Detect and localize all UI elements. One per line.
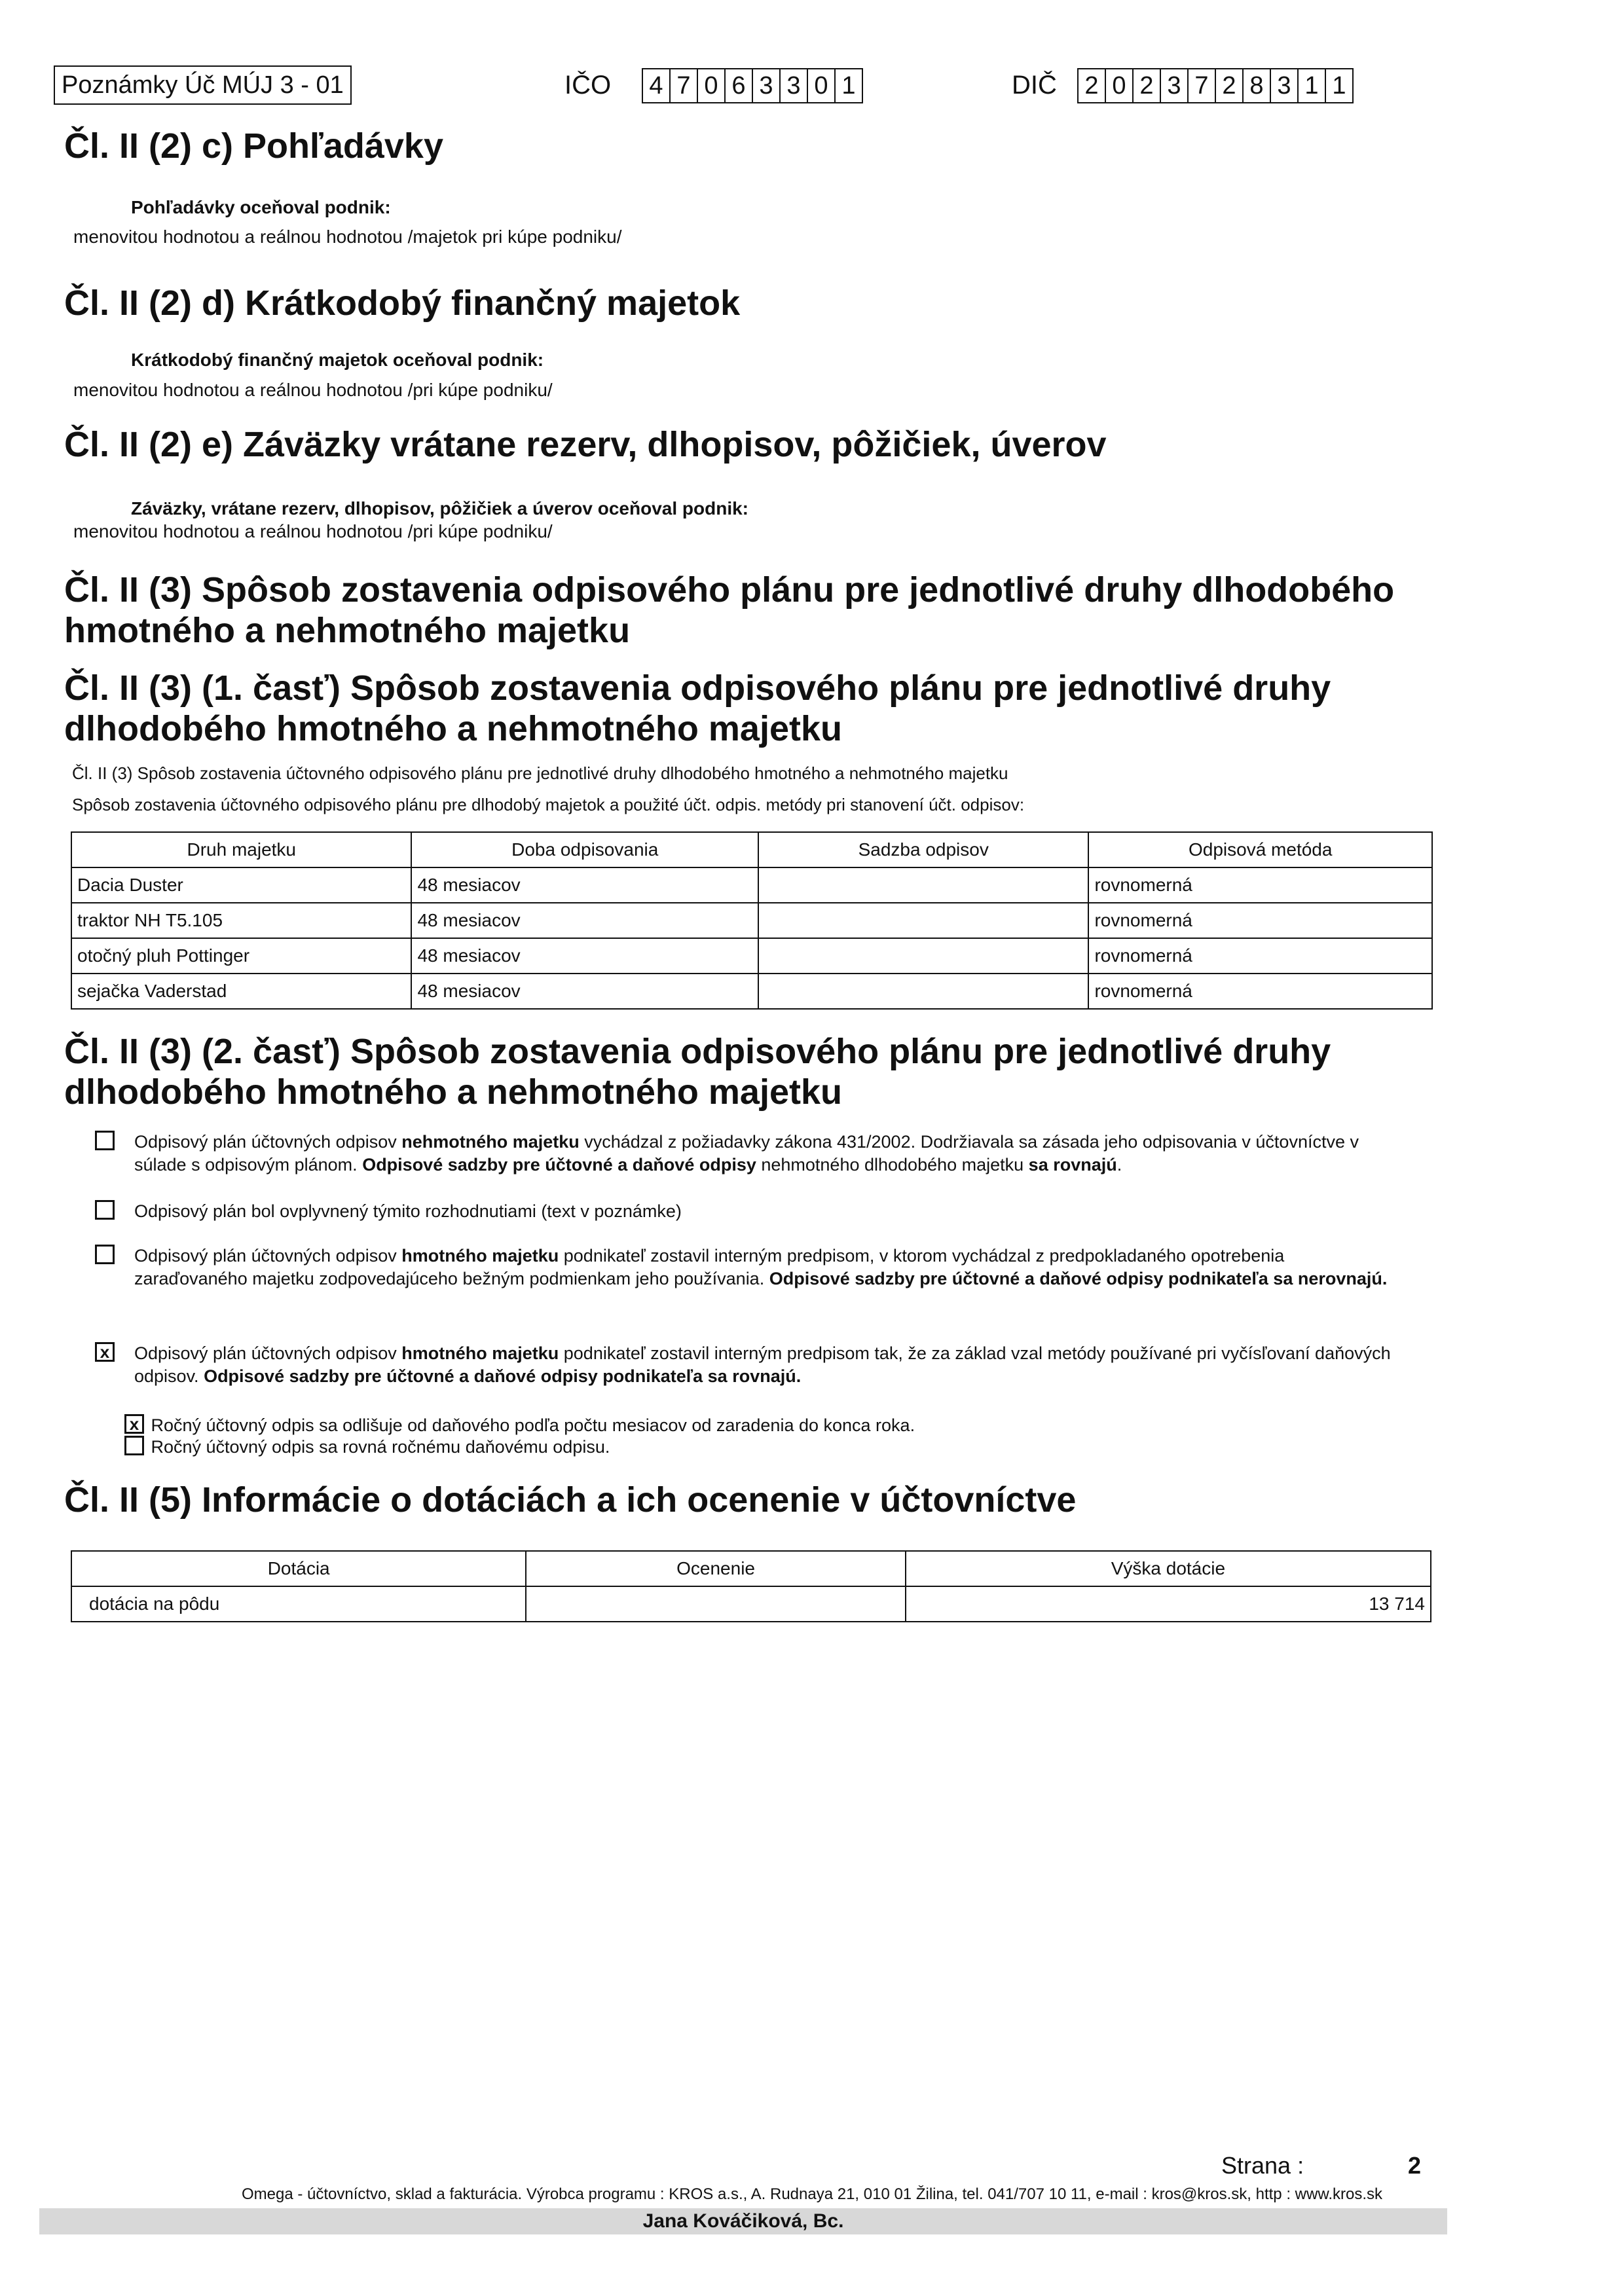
option-intangible-assets xyxy=(95,1131,1398,1176)
checkbox[interactable]: x xyxy=(95,1342,115,1362)
ico-digit-boxes xyxy=(642,68,863,103)
column-header: Doba odpisovania xyxy=(411,832,758,867)
dic-digit: 8 xyxy=(1242,69,1270,102)
period-cell: 48 mesiacov xyxy=(411,867,758,903)
page-label: Strana : xyxy=(1221,2152,1304,2179)
dic-digit: 0 xyxy=(1105,69,1132,102)
section-title-odpisovy-plan-part1: Čl. II (3) (1. časť) Spôsob zostavenia odpisového plánu pre jednotlivé druhy dlhodobého hmotného a nehmotného majetku xyxy=(64,668,1331,748)
checkbox[interactable] xyxy=(95,1245,115,1264)
column-header: Výška dotácie xyxy=(906,1551,1431,1586)
option-text: Ročný účtovný odpis sa odlišuje od daňového podľa počtu mesiacov od zaradenia do konca roka. xyxy=(151,1415,915,1435)
section-subtitle: Pohľadávky oceňoval podnik: xyxy=(131,197,391,217)
option-text: Odpisový plán účtovných odpisov hmotného majetku podnikateľ zostavil interným predpisom, v ktorom vychádzal z predpokladaného opotrebenia zaraďovaného majetku zodpovedajúceho bežným podmienkam jeho používania. Odpisové sadzby pre účtovné a daňové odpisy podnikateľa sa nerovnajú. xyxy=(134,1246,1388,1288)
subsidy-name-cell: dotácia na pôdu xyxy=(71,1586,526,1622)
depreciation-note: Spôsob zostavenia účtovného odpisového plánu pre dlhodobý majetok a použité účt. odpis. metódy pri stanovení účt. odpisov: xyxy=(72,795,1025,814)
checkbox[interactable] xyxy=(95,1200,115,1220)
section-text: menovitou hodnotou a reálnou hodnotou /majetok pri kúpe podniku/ xyxy=(73,227,622,247)
period-cell: 48 mesiacov xyxy=(411,903,758,938)
column-header: Druh majetku xyxy=(71,832,411,867)
table-header-row xyxy=(71,1551,1431,1586)
form-label: Poznámky Úč MÚJ 3 - 01 xyxy=(54,65,352,105)
option-text: Ročný účtovný odpis sa rovná ročnému daňovému odpisu. xyxy=(151,1437,610,1457)
dic-label: DIČ xyxy=(1012,71,1057,100)
software-credits: Omega - účtovníctvo, sklad a fakturácia. Výrobca programu : KROS a.s., A. Rudnaya 21, 010 01 Žilina, tel. 041/707 10 11, e-mail : kros@kros.sk, http : www.kros.sk xyxy=(241,2185,1383,2203)
table-row xyxy=(71,867,1432,903)
dic-digit: 1 xyxy=(1325,69,1352,102)
asset-cell: traktor NH T5.105 xyxy=(71,903,411,938)
ico-digit: 6 xyxy=(724,69,752,102)
ico-label: IČO xyxy=(564,71,612,100)
period-cell: 48 mesiacov xyxy=(411,974,758,1009)
section-subtitle: Záväzky, vrátane rezerv, dlhopisov, pôžičiek a úverov oceňoval podnik: xyxy=(131,498,748,519)
section-text: menovitou hodnotou a reálnou hodnotou /pri kúpe podniku/ xyxy=(73,521,553,541)
asset-cell: otočný pluh Pottinger xyxy=(71,938,411,974)
table-row xyxy=(71,903,1432,938)
checkbox[interactable]: x xyxy=(124,1414,144,1434)
dic-digit: 3 xyxy=(1160,69,1187,102)
rate-cell xyxy=(758,974,1088,1009)
section-subtitle: Krátkodobý finančný majetok oceňoval podnik: xyxy=(131,350,544,370)
ico-digit: 4 xyxy=(649,72,663,100)
rate-cell xyxy=(758,903,1088,938)
sub-option-differs xyxy=(124,1414,915,1437)
option-tangible-internal-equal xyxy=(95,1342,1398,1388)
valuation-cell xyxy=(526,1586,905,1622)
method-cell: rovnomerná xyxy=(1088,974,1432,1009)
dic-digit: 7 xyxy=(1187,69,1215,102)
checkbox[interactable] xyxy=(95,1131,115,1150)
signature-name: Jana Kováčiková, Bc. xyxy=(39,2208,1447,2234)
section-title-zavazky: Čl. II (2) e) Záväzky vrátane rezerv, dlhopisov, pôžičiek, úverov xyxy=(64,425,1107,464)
dic-digit: 1 xyxy=(1297,69,1325,102)
page-number: 2 xyxy=(1408,2152,1422,2179)
table-row xyxy=(71,974,1432,1009)
section-title-odpisovy-plan-part2: Čl. II (3) (2. časť) Spôsob zostavenia odpisového plánu pre jednotlivé druhy dlhodobého hmotného a nehmotného majetku xyxy=(64,1032,1331,1112)
table-row xyxy=(71,1586,1431,1622)
ico-digit: 0 xyxy=(807,69,834,102)
rate-cell xyxy=(758,938,1088,974)
option-text: Odpisový plán bol ovplyvnený týmito rozhodnutiami (text v poznámke) xyxy=(134,1201,682,1221)
checkbox[interactable] xyxy=(124,1436,144,1455)
section-text: menovitou hodnotou a reálnou hodnotou /pri kúpe podniku/ xyxy=(73,380,553,400)
ico-digit: 7 xyxy=(669,69,697,102)
dic-digit: 3 xyxy=(1270,69,1297,102)
subsidy-table xyxy=(71,1550,1431,1622)
method-cell: rovnomerná xyxy=(1088,867,1432,903)
column-header: Odpisová metóda xyxy=(1088,832,1432,867)
rate-cell xyxy=(758,867,1088,903)
section-title-kratkodoby-majetok: Čl. II (2) d) Krátkodobý finančný majetok xyxy=(64,283,741,323)
ico-digit: 3 xyxy=(752,69,779,102)
method-cell: rovnomerná xyxy=(1088,903,1432,938)
depreciation-note: Čl. II (3) Spôsob zostavenia účtovného odpisového plánu pre jednotlivé druhy dlhodobého hmotného a nehmotného majetku xyxy=(72,763,1008,783)
sub-option-equals xyxy=(124,1436,610,1459)
ico-digit: 0 xyxy=(697,69,724,102)
option-tangible-internal-unequal xyxy=(95,1245,1398,1290)
section-title-pohladavky: Čl. II (2) c) Pohľadávky xyxy=(64,126,443,166)
asset-cell: Dacia Duster xyxy=(71,867,411,903)
section-title-odpisovy-plan: Čl. II (3) Spôsob zostavenia odpisového plánu pre jednotlivé druhy dlhodobého hmotného a nehmotného majetku xyxy=(64,570,1395,650)
table-header-row xyxy=(71,832,1432,867)
ico-digit: 3 xyxy=(779,69,807,102)
asset-cell: sejačka Vaderstad xyxy=(71,974,411,1009)
dic-digit: 2 xyxy=(1215,69,1242,102)
period-cell: 48 mesiacov xyxy=(411,938,758,974)
column-header: Sadzba odpisov xyxy=(758,832,1088,867)
method-cell: rovnomerná xyxy=(1088,938,1432,974)
column-header: Ocenenie xyxy=(526,1551,905,1586)
amount-cell: 13 714 xyxy=(906,1586,1431,1622)
option-text: Odpisový plán účtovných odpisov nehmotného majetku vychádzal z požiadavky zákona 431/2002. Dodržiavala sa zásada jeho odpisovania v účtovníctve v súlade s odpisovým plánom. Odpisové sadzby pre účtovné a daňové odpisy nehmotného dlhodobého majetku sa rovnajú. xyxy=(134,1132,1359,1175)
depreciation-table xyxy=(71,831,1433,1010)
option-decisions xyxy=(95,1200,1398,1223)
ico-digit: 1 xyxy=(834,69,862,102)
dic-digit: 2 xyxy=(1084,72,1099,100)
option-text: Odpisový plán účtovných odpisov hmotného majetku podnikateľ zostavil interným predpisom tak, že za základ vzal metódy používané pri vyčísľovaní daňových odpisov. Odpisové sadzby pre účtovné a daňové odpisy podnikateľa sa rovnajú. xyxy=(134,1343,1391,1386)
dic-digit: 2 xyxy=(1132,69,1160,102)
column-header: Dotácia xyxy=(71,1551,526,1586)
section-title-dotacie: Čl. II (5) Informácie o dotáciách a ich ocenenie v účtovníctve xyxy=(64,1480,1077,1520)
table-row xyxy=(71,938,1432,974)
dic-digit-boxes xyxy=(1077,68,1354,103)
